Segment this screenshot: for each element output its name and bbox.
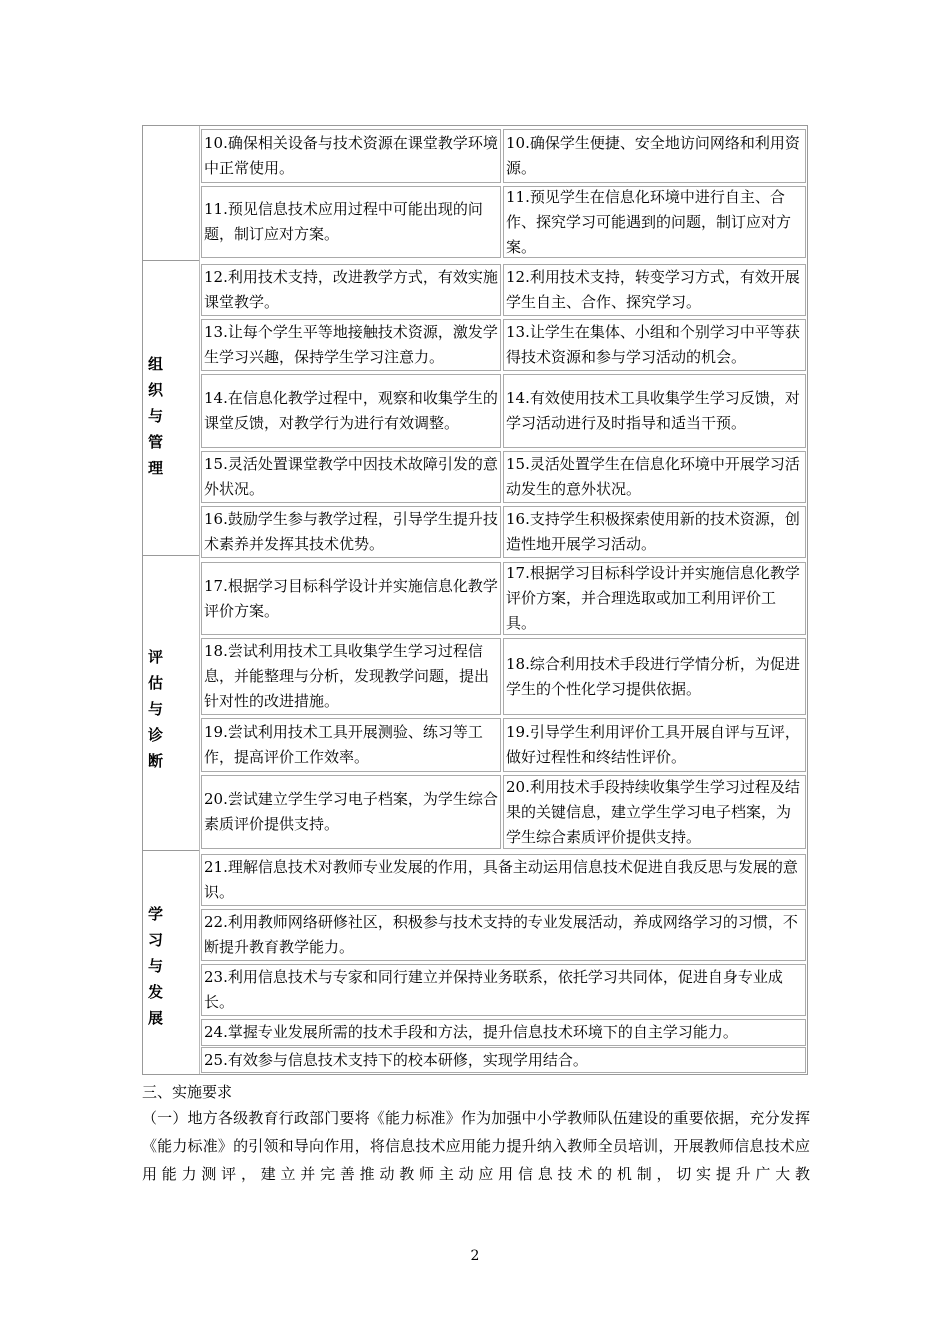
table-cell-right: 14.有效使用技术工具收集学生学习反馈，对学习活动进行及时指导和适当干预。 (503, 374, 806, 448)
body-paragraph: （一）地方各级教育行政部门要将《能力标准》作为加强中小学教师队伍建设的重要依据，充分发挥《能力标准》的引领和导向作用，将信息技术应用能力提升纳入教师全员培训，开展教师信息技术应用能力测评，建立并完善推动教师主动应用信息技术的机制，切实提升广大教 (142, 1109, 810, 1183)
category-label: 评 估 与 诊 断 (148, 648, 164, 770)
category-cell-top (143, 126, 199, 261)
table-cell-left: 13.让每个学生平等地接触技术资源，激发学生学习兴趣，保持学生学习注意力。 (201, 319, 501, 371)
table-cell-right: 10.确保学生便捷、安全地访问网络和利用资源。 (503, 129, 806, 183)
table-cell-left: 10.确保相关设备与技术资源在课堂教学环境中正常使用。 (201, 129, 501, 183)
table-cell-left: 16.鼓励学生参与教学过程，引导学生提升技术素养并发挥其技术优势。 (201, 506, 501, 558)
table-cell-left: 20.尝试建立学生学习电子档案，为学生综合素质评价提供支持。 (201, 775, 501, 849)
table-cell-left: 17.根据学习目标科学设计并实施信息化教学评价方案。 (201, 562, 501, 635)
table-cell-right: 11.预见学生在信息化环境中进行自主、合作、探究学习可能遇到的问题，制订应对方案。 (503, 186, 806, 258)
page-number: 2 (470, 1248, 480, 1264)
table-cell-full: 23.利用信息技术与专家和同行建立并保持业务联系，依托学习共同体，促进自身专业成长。 (201, 964, 806, 1016)
category-cell-evaluation (143, 556, 199, 851)
table-cell-full: 24.掌握专业发展所需的技术手段和方法，提升信息技术环境下的自主学习能力。 (201, 1019, 806, 1046)
table-cell-right: 12.利用技术支持，转变学习方式，有效开展学生自主、合作、探究学习。 (503, 264, 806, 316)
table-cell-full: 25.有效参与信息技术支持下的校本研修，实现学用结合。 (201, 1047, 806, 1073)
section-heading: 三、实施要求 (142, 1083, 233, 1101)
table-cell-full: 22.利用教师网络研修社区，积极参与技术支持的专业发展活动，养成网络学习的习惯，不断提升教育教学能力。 (201, 909, 806, 961)
category-label: 组 织 与 管 理 (148, 355, 164, 477)
category-label: 学 习 与 发 展 (148, 905, 164, 1027)
table-cell-right: 17.根据学习目标科学设计并实施信息化教学评价方案，并合理选取或加工利用评价工具。 (503, 562, 806, 635)
table-cell-right: 13.让学生在集体、小组和个别学习中平等获得技术资源和参与学习活动的机会。 (503, 319, 806, 371)
table-cell-left: 14.在信息化教学过程中，观察和收集学生的课堂反馈，对教学行为进行有效调整。 (201, 374, 501, 448)
table-cell-full: 21.理解信息技术对教师专业发展的作用，具备主动运用信息技术促进自我反思与发展的意识。 (201, 854, 806, 906)
category-cell-learning (143, 851, 199, 1074)
table-cell-right: 16.支持学生积极探索使用新的技术资源，创造性地开展学习活动。 (503, 506, 806, 558)
table-cell-left: 12.利用技术支持，改进教学方式，有效实施课堂教学。 (201, 264, 501, 316)
table-cell-left: 15.灵活处置课堂教学中因技术故障引发的意外状况。 (201, 451, 501, 503)
table-cell-left: 19.尝试利用技术工具开展测验、练习等工作，提高评价工作效率。 (201, 718, 501, 772)
category-cell-organization (143, 261, 199, 556)
table-cell-right: 15.灵活处置学生在信息化环境中开展学习活动发生的意外状况。 (503, 451, 806, 503)
table-cell-left: 18.尝试利用技术工具收集学生学习过程信息，并能整理与分析，发现教学问题，提出针对性的改进措施。 (201, 638, 501, 715)
table-cell-right: 19.引导学生利用评价工具开展自评与互评，做好过程性和终结性评价。 (503, 718, 806, 772)
table-cell-right: 18.综合利用技术手段进行学情分析，为促进学生的个性化学习提供依据。 (503, 638, 806, 715)
standards-table (142, 125, 808, 1075)
table-cell-left: 11.预见信息技术应用过程中可能出现的问题，制订应对方案。 (201, 186, 501, 258)
table-cell-right: 20.利用技术手段持续收集学生学习过程及结果的关键信息，建立学生学习电子档案，为学生综合素质评价提供支持。 (503, 775, 806, 849)
column-divider (199, 126, 200, 1074)
